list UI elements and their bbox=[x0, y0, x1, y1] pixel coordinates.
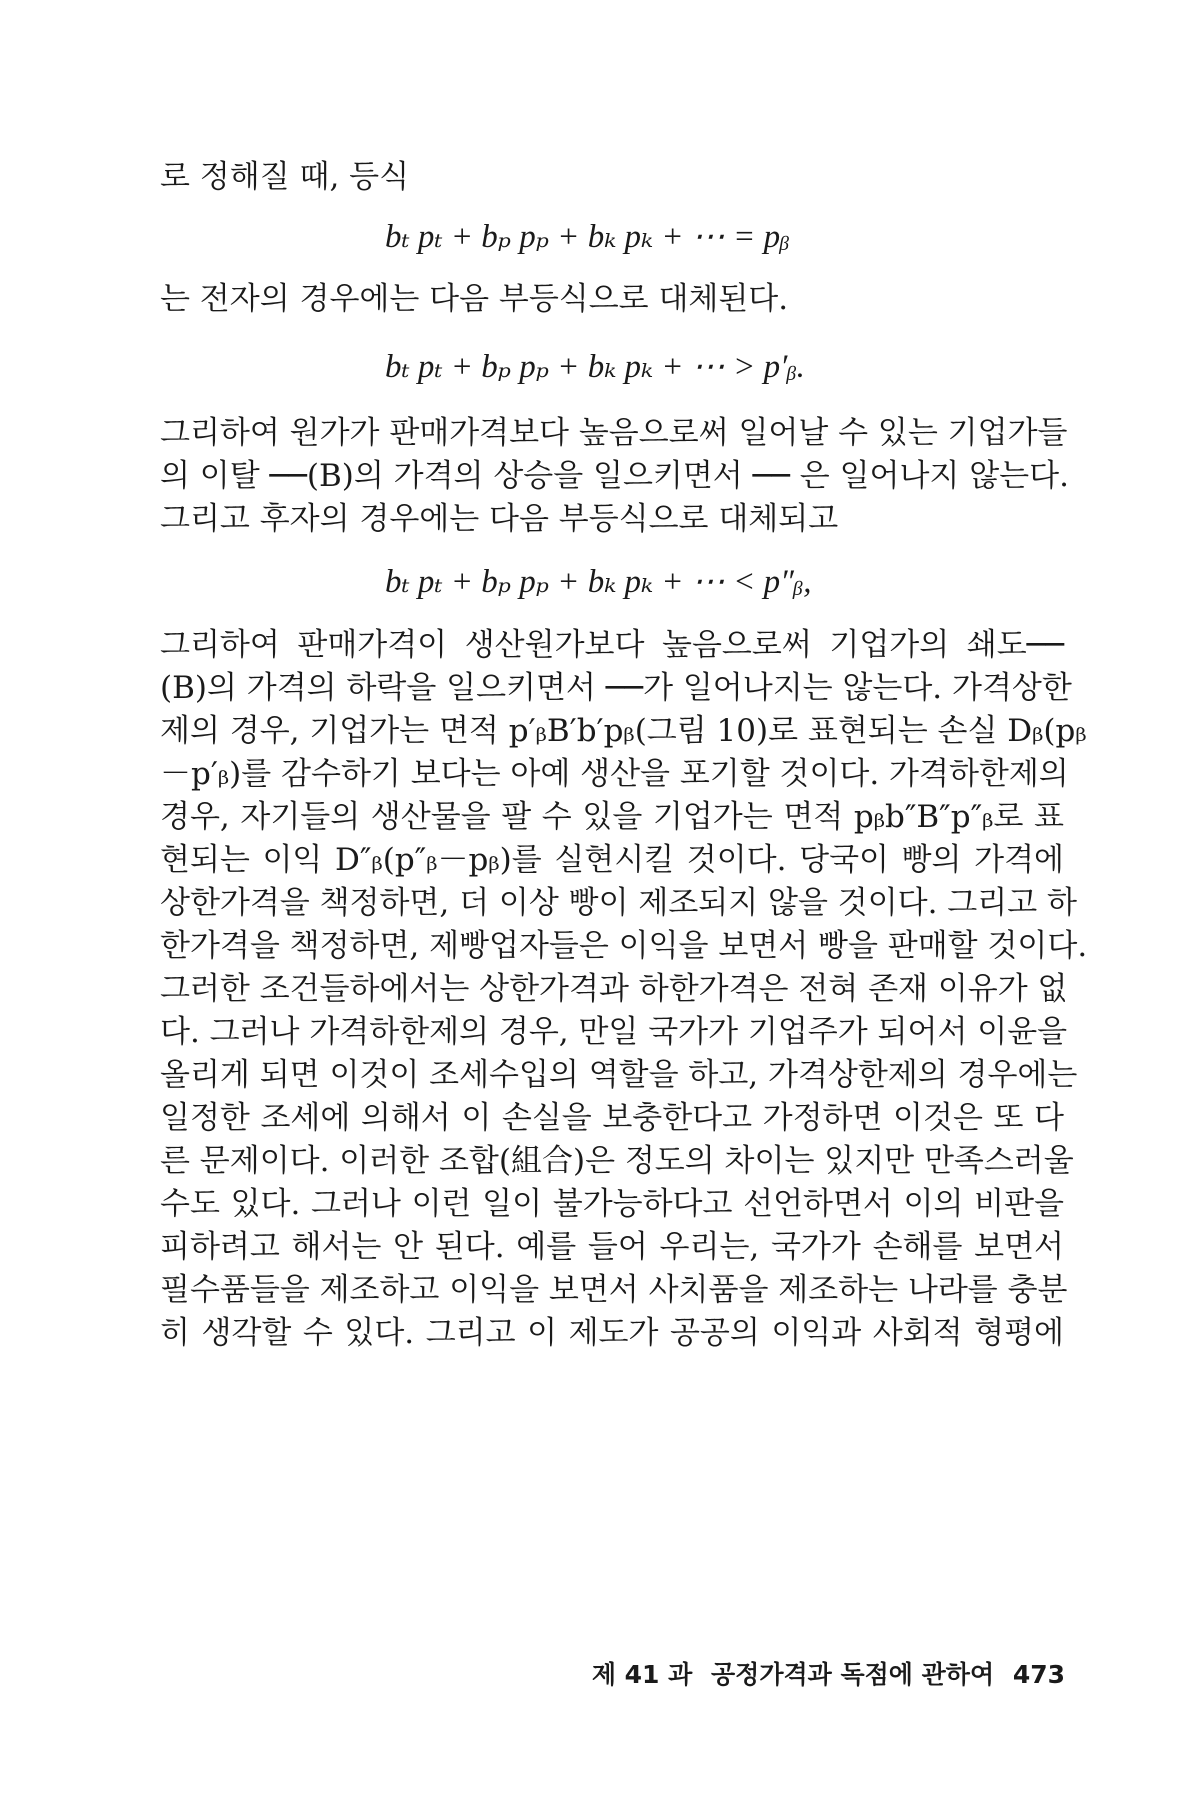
paragraph-2-line: 제의 경우, 기업가는 면적 p′ᵦB′b′pᵦ(그림 10)로 표현되는 손실 Dᵦ(pᵦ bbox=[160, 713, 1087, 749]
chapter-label: 제 41 과 bbox=[591, 1660, 693, 1689]
paragraph-1-line: 그리하여 원가가 판매가격보다 높음으로써 일어날 수 있는 기업가들 bbox=[160, 415, 1068, 451]
paragraph-2-line: 그리하여 판매가격이 생산원가보다 높음으로써 기업가의 쇄도── bbox=[160, 627, 1064, 663]
paragraph-2-line: 한가격을 책정하면, 제빵업자들은 이익을 보면서 빵을 판매할 것이다. bbox=[160, 928, 1088, 964]
paragraph-1-line: 그리고 후자의 경우에는 다음 부등식으로 대체되고 bbox=[160, 501, 839, 537]
paragraph-2-line: 른 문제이다. 이러한 조합(組合)은 정도의 차이는 있지만 만족스러울 bbox=[160, 1143, 1074, 1179]
paragraph-2-line: 피하려고 해서는 안 된다. 예를 들어 우리는, 국가가 손해를 보면서 bbox=[160, 1229, 1064, 1265]
chapter-title: 공정가격과 독점에 관하여 bbox=[711, 1660, 995, 1689]
paragraph-2-line: －p′ᵦ)를 감수하기 보다는 아예 생산을 포기할 것이다. 가격하한제의 bbox=[160, 756, 1069, 792]
paragraph-2-line: 필수품들을 제조하고 이익을 보면서 사치품을 제조하는 나라를 충분 bbox=[160, 1272, 1068, 1308]
paragraph-2-line: 다. 그러나 가격하한제의 경우, 만일 국가가 기업주가 되어서 이윤을 bbox=[160, 1014, 1068, 1050]
paragraph-2-line: 히 생각할 수 있다. 그리고 이 제도가 공공의 이익과 사회적 형평에 bbox=[160, 1315, 1064, 1351]
paragraph-2-line: 상한가격을 책정하면, 더 이상 빵이 제조되지 않을 것이다. 그리고 하 bbox=[160, 885, 1077, 921]
line-after-equation-1: 는 전자의 경우에는 다음 부등식으로 대체된다. bbox=[160, 281, 789, 317]
intro-line: 로 정해질 때, 등식 bbox=[160, 159, 410, 195]
running-footer bbox=[582, 1655, 1065, 1691]
paragraph-2-line: 수도 있다. 그러나 이런 일이 불가능하다고 선언하면서 이의 비판을 bbox=[160, 1186, 1064, 1222]
paragraph-2-line: 경우, 자기들의 생산물을 팔 수 있을 기업가는 면적 pᵦb″B″p″ᵦ로 표 bbox=[160, 799, 1064, 835]
paragraph-2-line: 일정한 조세에 의해서 이 손실을 보충한다고 가정하면 이것은 또 다 bbox=[160, 1100, 1064, 1136]
paragraph-2-line: (B)의 가격의 하락을 일으키면서 ──가 일어나지는 않는다. 가격상한 bbox=[160, 670, 1072, 706]
paragraph-2-line: 현되는 이익 D″ᵦ(p″ᵦ－pᵦ)를 실현시킬 것이다. 당국이 빵의 가격에 bbox=[160, 842, 1064, 878]
paragraph-2-line: 그러한 조건들하에서는 상한가격과 하한가격은 전혀 존재 이유가 없 bbox=[160, 971, 1068, 1007]
equation-1: bₜ pₜ + bₚ pₚ + bₖ pₖ + ⋯ = pᵦ bbox=[385, 219, 790, 255]
paragraph-1-line: 의 이탈 ──(B)의 가격의 상승을 일으키면서 ── 은 일어나지 않는다. bbox=[160, 458, 1069, 494]
inequality-2: bₜ pₜ + bₚ pₚ + bₖ pₖ + ⋯ < p″ᵦ, bbox=[385, 564, 812, 600]
page-number: 473 bbox=[1012, 1660, 1065, 1689]
paragraph-2-line: 올리게 되면 이것이 조세수입의 역할을 하고, 가격상한제의 경우에는 bbox=[160, 1057, 1078, 1093]
inequality-1: bₜ pₜ + bₚ pₚ + bₖ pₖ + ⋯ > p′ᵦ. bbox=[385, 349, 805, 385]
